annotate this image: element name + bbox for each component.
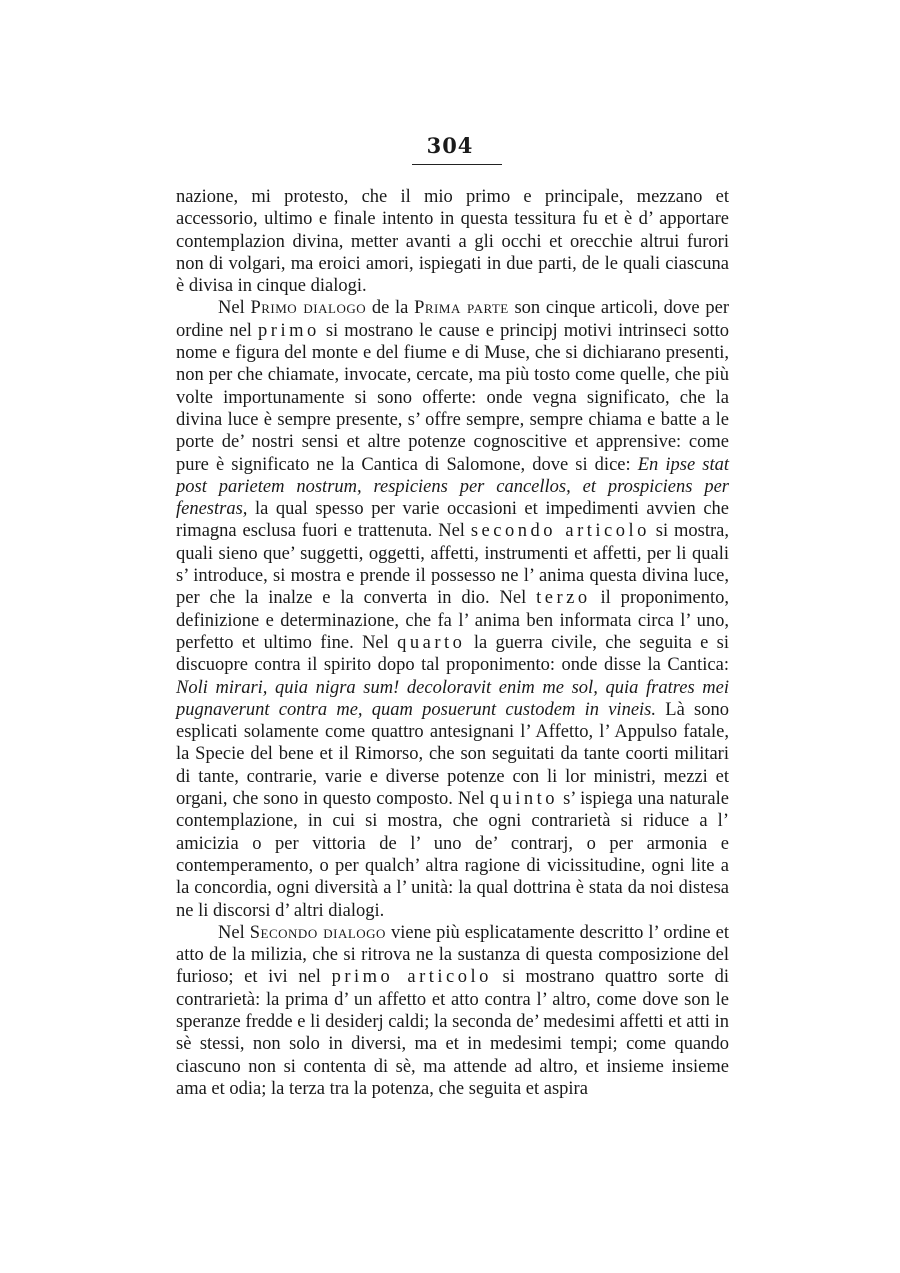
page-number: 304 xyxy=(426,133,474,158)
paragraph-1 xyxy=(176,186,729,297)
spaced-term: primo xyxy=(258,320,320,341)
dialogue-heading: Secondo dialogo xyxy=(249,922,386,943)
dialogue-heading: Primo dialogo xyxy=(250,298,367,319)
latin-quote: Noli mirari, quia nigra sum! decoloravit enim me sol, quia fratres mei pugnaverunt contra me, quam posuerunt custodem in vineis. xyxy=(176,677,729,720)
latin-quote: En ipse stat post parietem nostrum, respiciens per cancellos, et prospiciens per fenestras, xyxy=(176,454,729,520)
header-rule xyxy=(412,164,502,165)
text-run: viene più esplicatamente descritto l’ ordine et atto de la milizia, che si ritrova ne la sustanza di questa composizione del furioso; et ivi nel xyxy=(176,922,729,988)
text-run: Nel xyxy=(218,298,251,319)
spaced-term: primo articolo xyxy=(331,967,492,988)
spaced-term: quarto xyxy=(397,632,466,653)
paragraph-3 xyxy=(176,922,729,1100)
paragraph-2 xyxy=(176,297,729,921)
text-run: son cinque articoli, dove per ordine nel xyxy=(176,298,729,341)
text-run: si mostra, quali sieno que’ suggetti, oggetti, affetti, instrumenti et affetti, per li quali s’ introduce, si mostra e prende il possesso ne l’ anima questa divina luce, per che la inalze e la converta in dio. Nel xyxy=(176,521,729,609)
text-run: nazione, mi protesto, che il mio primo e principale, mezzano et accessorio, ultimo e finale intento in questa tessitura fu et è d’ apportare contemplazion divina, metter avanti a gli occhi et orecchie altrui furori non di volgari, ma eroici amori, ispiegati in due parti, de le quali ciascuna è divisa in cinque dialogi. xyxy=(176,187,729,297)
text-run: Là sono esplicati solamente come quattro antesignani l’ Affetto, l’ Appulso fatale, la Specie del bene et il Rimorso, che son seguitati da tante coorti militari di tante, contrarie, varie e diverse potenze con li lor ministri, mezzi et organi, che sono in questo composto. Nel xyxy=(176,699,729,810)
text-run: s’ ispiega una naturale contemplazione, in cui si mostra, che ogni contrarietà si riduce a l’ amicizia o per vittoria de l’ uno de’ contrarj, o per armonia e contemperamento, o per qualch’ altra ragione di vicissitudine, ogni lite a la concordia, ogni diversità a l’ unità: la qual dottrina è stata da noi distesa ne li discorsi d’ altri dialogi. xyxy=(176,789,729,921)
spaced-term: terzo xyxy=(536,588,591,609)
spaced-term: secondo articolo xyxy=(470,521,650,542)
text-run: il proponimento, definizione e determinazione, che fa l’ anima ben informata circa l’ uno, perfetto et ultimo fine. Nel xyxy=(176,588,730,653)
text-run: si mostrano le cause e principj motivi intrinseci sotto nome e figura del monte e del fiume e di Muse, che si dichiarano presenti, non per che chiamate, invocate, cercate, ma più tosto come quelle, che più volte importunamente si sono offerte: onde vegna significato, che la divina luce è sempre presente, s’ offre sempre, sempre chiama e batte a le porte de’ nostri sensi et altre potenze cognoscitive et apprensive: come pure è significato ne la Cantica di Salomone, dove si dice: xyxy=(176,320,729,475)
text-run: Nel xyxy=(218,922,250,943)
spaced-term: quinto xyxy=(489,789,558,810)
text-run: si mostrano quattro sorte di contrarietà: la prima d’ un affetto et atto contra l’ altro, come dove son le speranze fredde e li desiderj caldi; la seconda de’ medesimi affetti et atti in sè stessi, non solo in diversi, ma et in medesimi tempi; come quando ciascuno non si contenta di sè, ma attende ad altro, et insieme insieme ama et odia; la terza tra la potenza, che seguita et aspira xyxy=(176,967,729,1099)
text-run: la guerra civile, che seguita e si discuopre contra il spirito dopo tal proponimento: onde disse la Cantica: xyxy=(176,632,729,676)
text-run: de la xyxy=(366,298,415,319)
body-text xyxy=(176,186,729,1100)
part-heading: Prima parte xyxy=(414,298,509,319)
text-run: la qual spesso per varie occasioni et impedimenti avvien che rimagna esclusa fuori e trattenuta. Nel xyxy=(176,499,729,542)
